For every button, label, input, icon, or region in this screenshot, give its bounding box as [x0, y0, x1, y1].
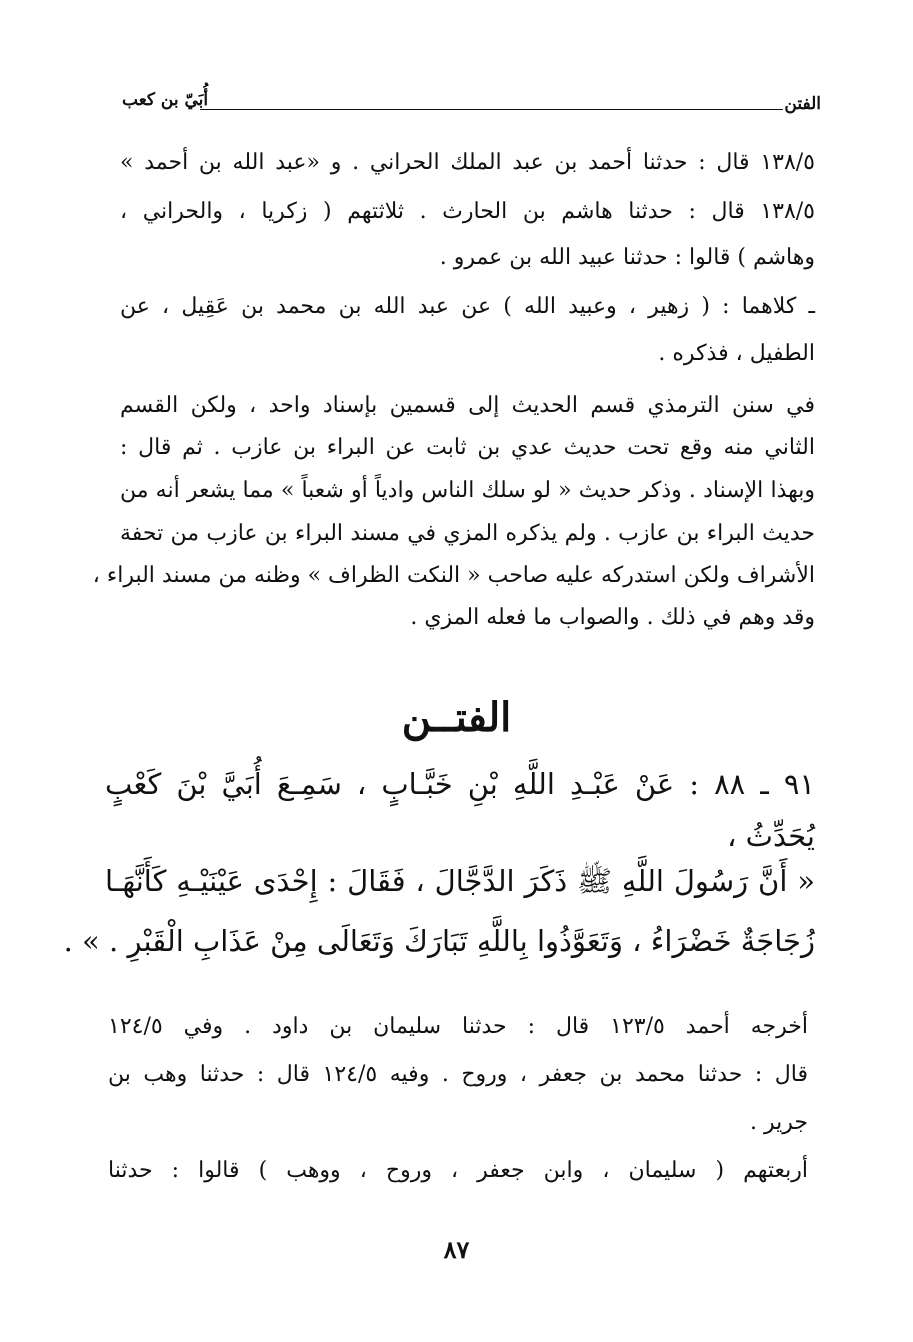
takhrij-line: أربعتهم ( سليمان ، وابن جعفر ، وروح ، ووهب ) قالوا : حدثنا: [108, 1158, 808, 1183]
hadith-line: ٩١ ـ ٨٨ : عَنْ عَبْـدِ اللَّهِ بْنِ خَبَّـابٍ ، سَمِـعَ أُبَيَّ بْنَ كَعْبٍ: [105, 767, 815, 801]
page-number: ٨٧: [443, 1235, 470, 1264]
commentary-line: وبهذا الإسناد . وذكر حديث « لو سلك الناس وادياً أو شعباً » مما يشعر أنه من: [120, 478, 815, 503]
commentary-line: حديث البراء بن عازب . ولم يذكره المزي في مسند البراء بن عازب من تحفة: [120, 521, 815, 546]
takhrij-line: أخرجه أحمد ١٢٣/٥ قال : حدثنا سليمان بن داود . وفي ١٢٤/٥: [108, 1014, 808, 1039]
narration-line: وهاشم ) قالوا : حدثنا عبيد الله بن عمرو .: [439, 245, 815, 270]
hadith-line: زُجَاجَةٌ خَضْرَاءُ ، وَتَعَوَّذُوا بِاللَّهِ تَبَارَكَ وَتَعَالَى مِنْ عَذَابِ الْقَبْرِ . » .: [63, 924, 815, 958]
running-header-chapter: الفتن: [784, 94, 821, 114]
section-title: الفتــن: [401, 694, 512, 741]
commentary-line: الثاني منه وقع تحت حديث عدي بن ثابت عن البراء بن عازب . ثم قال :: [120, 435, 816, 460]
header-rule: [200, 109, 783, 110]
hadith-line: يُحَدِّثُ ،: [727, 819, 815, 853]
narration-line: ـ كلاهما : ( زهير ، وعبيد الله ) عن عبد الله بن محمد بن عَقِيل ، عن: [120, 294, 815, 319]
commentary-line: في سنن الترمذي قسم الحديث إلى قسمين بإسناد واحد ، ولكن القسم: [120, 393, 815, 418]
commentary-line: الأشراف ولكن استدركه عليه صاحب « النكت الظراف » وظنه من مسند البراء ،: [92, 563, 815, 588]
hadith-line: « أَنَّ رَسُولَ اللَّهِ ﷺ ذَكَرَ الدَّجَّالَ ، فَقَالَ : إِحْدَى عَيْنَيْـهِ كَأَنَّهَـا: [105, 864, 815, 898]
narration-line: ١٣٨/٥ قال : حدثنا أحمد بن عبد الملك الحراني . و «عبد الله بن أحمد »: [120, 150, 815, 175]
takhrij-line: جرير .: [750, 1110, 808, 1135]
takhrij-line: قال : حدثنا محمد بن جعفر ، وروح . وفيه ١٢٤/٥ قال : حدثنا وهب بن: [108, 1062, 808, 1087]
narration-line: ١٣٨/٥ قال : حدثنا هاشم بن الحارث . ثلاثتهم ( زكريا ، والحراني ،: [120, 199, 815, 224]
narration-line: الطفيل ، فذكره .: [658, 341, 815, 366]
commentary-line: وقد وهم في ذلك . والصواب ما فعله المزي .: [410, 605, 815, 630]
running-header-companion: أُبَيّ بن كعب: [122, 90, 209, 110]
